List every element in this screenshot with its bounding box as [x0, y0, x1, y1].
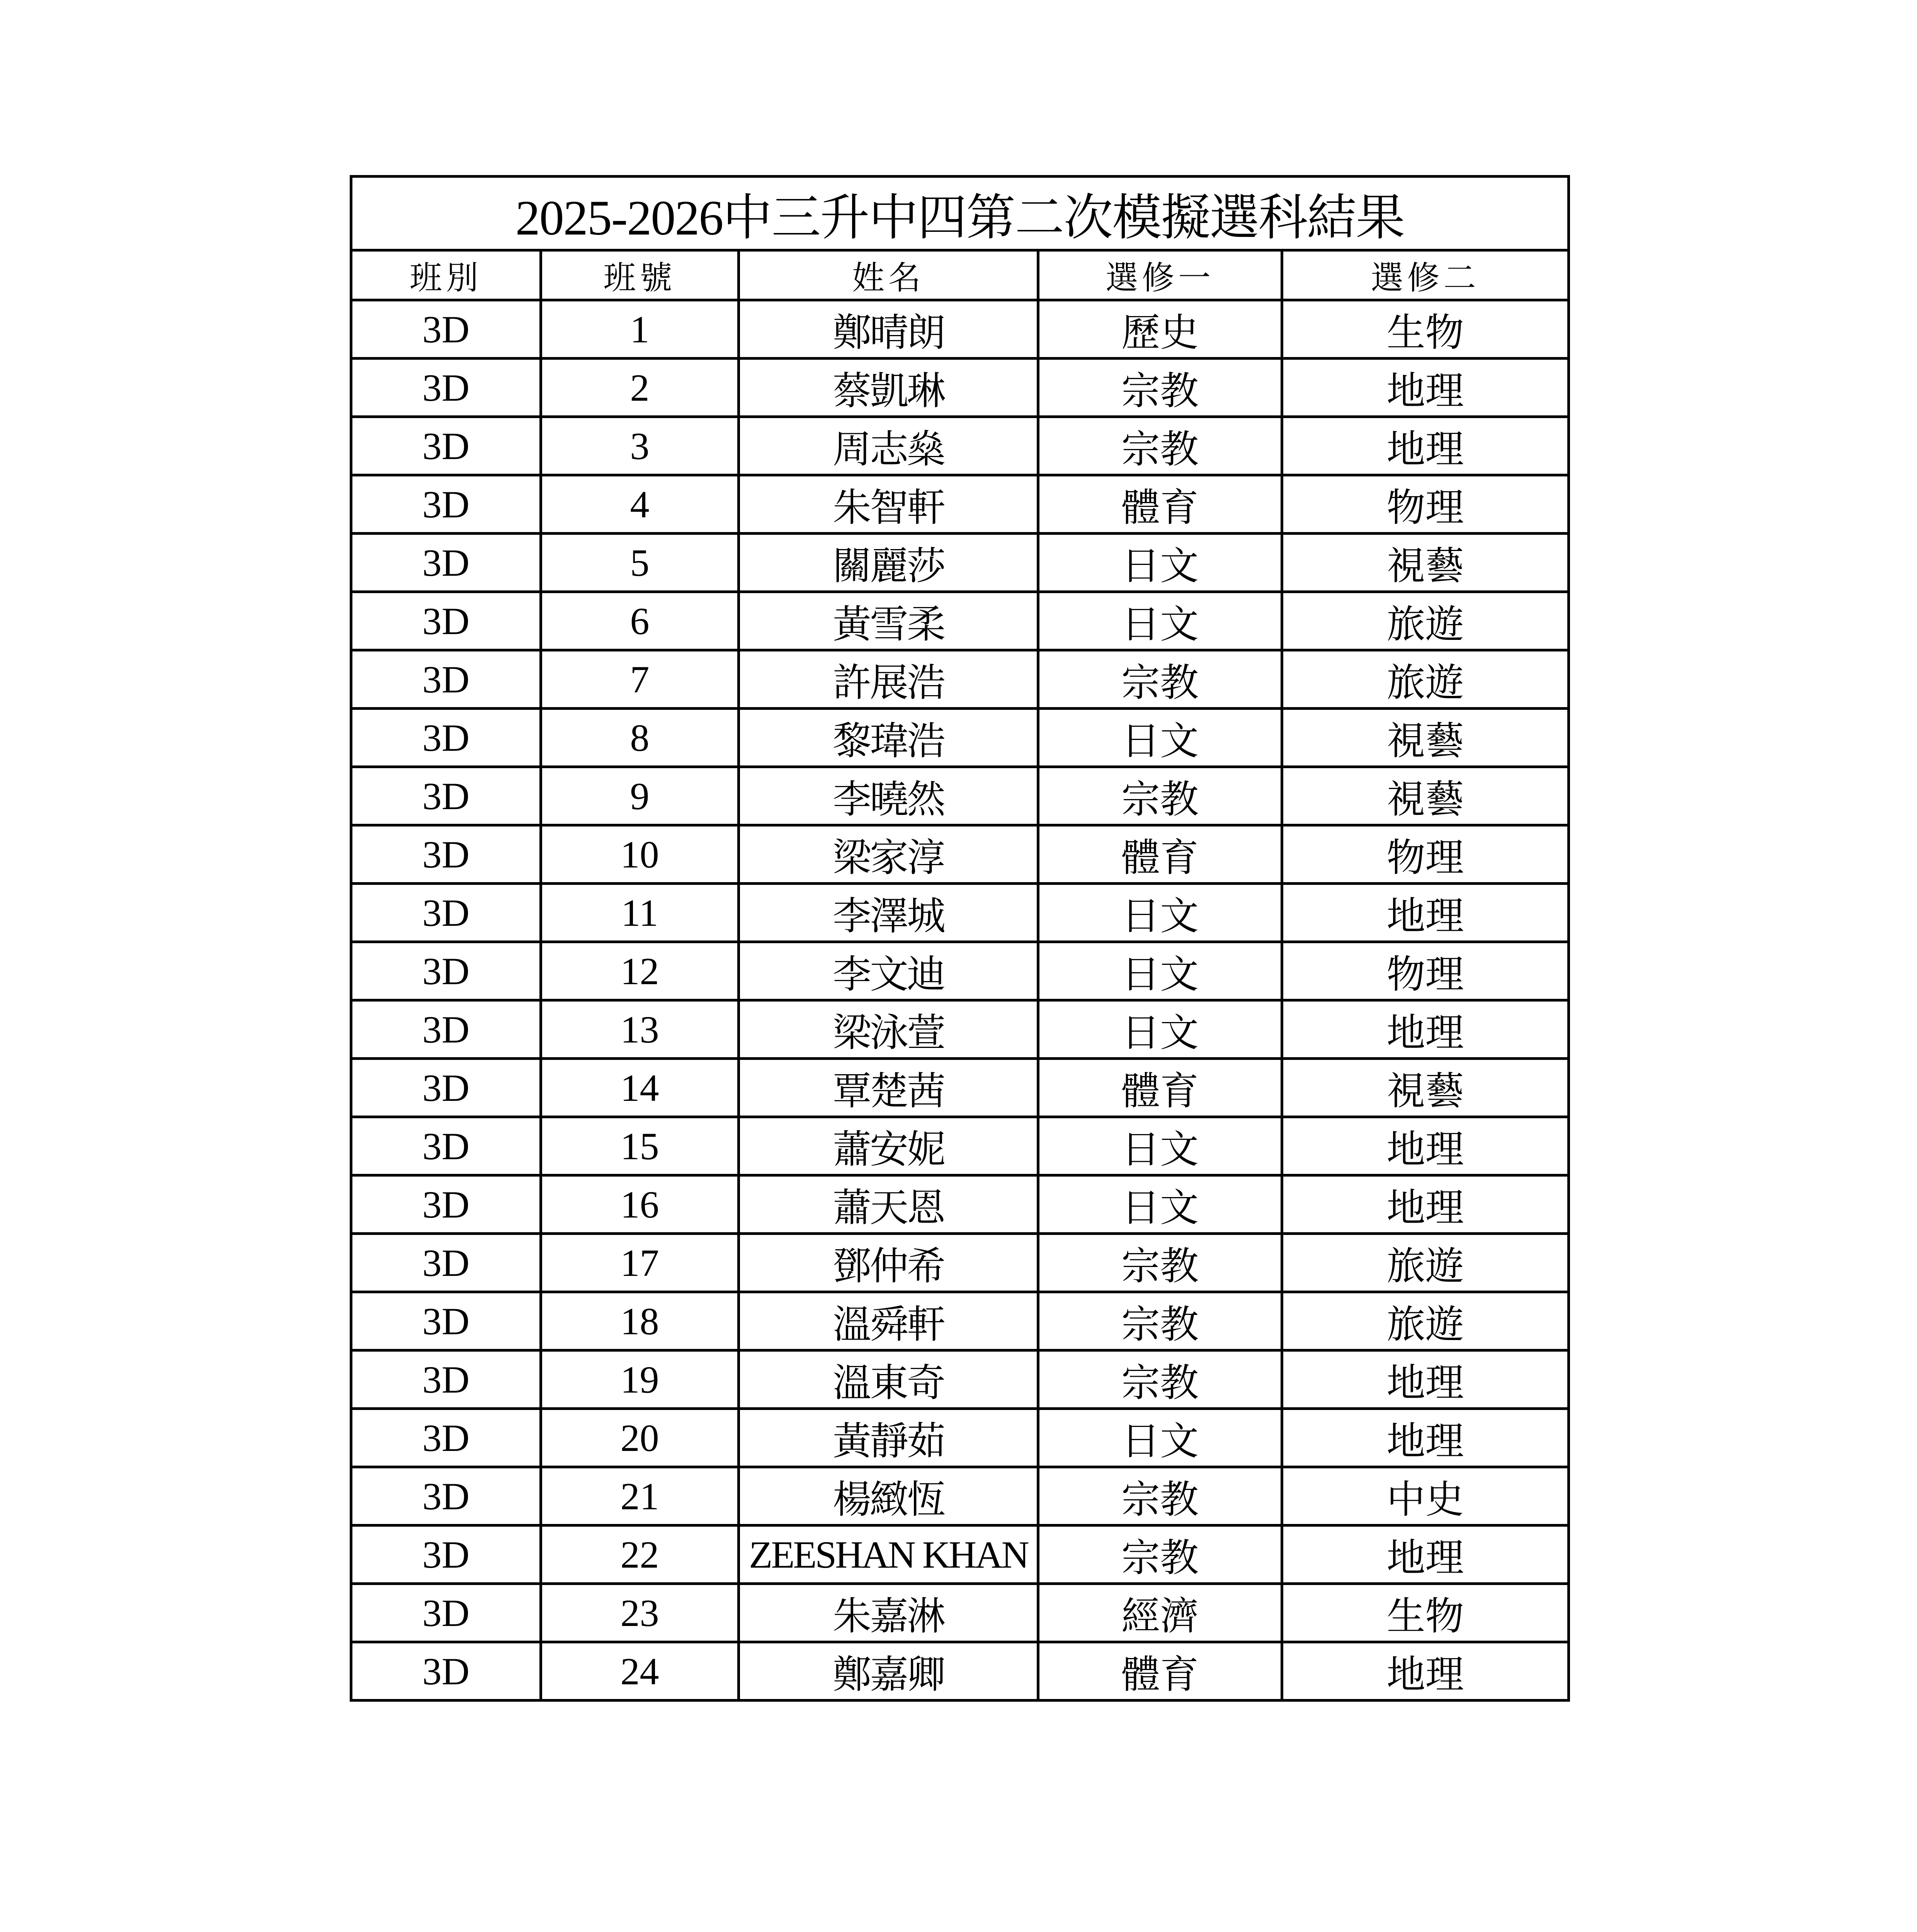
- name-cell: 蕭天恩: [739, 1175, 1038, 1234]
- class-cell: 3D: [351, 1584, 541, 1642]
- class-cell: 3D: [351, 1642, 541, 1701]
- elective-2-cell: 視藝: [1282, 1059, 1569, 1117]
- class-cell: 3D: [351, 884, 541, 942]
- class-number-cell: 10: [541, 825, 739, 884]
- elective-2-cell: 地理: [1282, 1000, 1569, 1059]
- column-header-elective-1: 選修一: [1038, 250, 1282, 300]
- class-number-cell: 7: [541, 650, 739, 709]
- table-row: [351, 300, 1569, 359]
- elective-2-cell: 旅遊: [1282, 1292, 1569, 1350]
- elective-2-cell: 旅遊: [1282, 650, 1569, 709]
- class-cell: 3D: [351, 1526, 541, 1584]
- elective-2-cell: 生物: [1282, 1584, 1569, 1642]
- table-row: [351, 709, 1569, 767]
- name-cell: 朱智軒: [739, 475, 1038, 534]
- table-row: [351, 1292, 1569, 1350]
- name-cell: 朱嘉淋: [739, 1584, 1038, 1642]
- elective-2-cell: 視藝: [1282, 767, 1569, 825]
- elective-2-cell: 物理: [1282, 475, 1569, 534]
- class-number-cell: 5: [541, 534, 739, 592]
- table-body: [351, 300, 1569, 1701]
- table-title: 2025-2026中三升中四第二次模擬選科結果: [351, 177, 1569, 250]
- class-number-cell: 6: [541, 592, 739, 650]
- elective-1-cell: 日文: [1038, 592, 1282, 650]
- name-cell: 梁泳萱: [739, 1000, 1038, 1059]
- name-cell: 蔡凱琳: [739, 359, 1038, 417]
- elective-1-cell: 宗教: [1038, 417, 1282, 475]
- elective-1-cell: 宗教: [1038, 650, 1282, 709]
- class-cell: 3D: [351, 1409, 541, 1467]
- name-cell: 鄭晴朗: [739, 300, 1038, 359]
- class-cell: 3D: [351, 942, 541, 1000]
- elective-2-cell: 地理: [1282, 1409, 1569, 1467]
- table-row: [351, 942, 1569, 1000]
- class-number-cell: 1: [541, 300, 739, 359]
- title-row: [351, 177, 1569, 250]
- name-cell: 楊緻恆: [739, 1467, 1038, 1526]
- name-cell: 周志燊: [739, 417, 1038, 475]
- elective-1-cell: 宗教: [1038, 1526, 1282, 1584]
- name-cell: 黃雪柔: [739, 592, 1038, 650]
- elective-2-cell: 地理: [1282, 1350, 1569, 1409]
- elective-1-cell: 經濟: [1038, 1584, 1282, 1642]
- elective-1-cell: 體育: [1038, 475, 1282, 534]
- name-cell: 鄭嘉卿: [739, 1642, 1038, 1701]
- table-row: [351, 1117, 1569, 1175]
- class-number-cell: 23: [541, 1584, 739, 1642]
- table-row: [351, 1000, 1569, 1059]
- elective-1-cell: 宗教: [1038, 1467, 1282, 1526]
- elective-1-cell: 體育: [1038, 825, 1282, 884]
- class-number-cell: 2: [541, 359, 739, 417]
- class-cell: 3D: [351, 359, 541, 417]
- elective-1-cell: 體育: [1038, 1642, 1282, 1701]
- column-header-name: 姓名: [739, 250, 1038, 300]
- class-number-cell: 13: [541, 1000, 739, 1059]
- class-cell: 3D: [351, 1059, 541, 1117]
- name-cell: 覃楚茜: [739, 1059, 1038, 1117]
- name-cell: 許展浩: [739, 650, 1038, 709]
- elective-2-cell: 物理: [1282, 825, 1569, 884]
- elective-1-cell: 日文: [1038, 709, 1282, 767]
- name-cell: 李澤城: [739, 884, 1038, 942]
- elective-1-cell: 宗教: [1038, 1350, 1282, 1409]
- column-header-elective-2: 選修二: [1282, 250, 1569, 300]
- class-number-cell: 20: [541, 1409, 739, 1467]
- class-number-cell: 3: [541, 417, 739, 475]
- name-cell: 李曉然: [739, 767, 1038, 825]
- class-number-cell: 19: [541, 1350, 739, 1409]
- name-cell: 鄧仲希: [739, 1234, 1038, 1292]
- class-number-cell: 12: [541, 942, 739, 1000]
- table-row: [351, 475, 1569, 534]
- table-row: [351, 825, 1569, 884]
- class-number-cell: 16: [541, 1175, 739, 1234]
- class-number-cell: 11: [541, 884, 739, 942]
- column-header-class-number: 班號: [541, 250, 739, 300]
- class-number-cell: 14: [541, 1059, 739, 1117]
- table-row: [351, 1526, 1569, 1584]
- elective-1-cell: 日文: [1038, 1000, 1282, 1059]
- class-cell: 3D: [351, 767, 541, 825]
- elective-2-cell: 地理: [1282, 884, 1569, 942]
- elective-2-cell: 生物: [1282, 300, 1569, 359]
- class-number-cell: 22: [541, 1526, 739, 1584]
- class-number-cell: 21: [541, 1467, 739, 1526]
- class-cell: 3D: [351, 534, 541, 592]
- table-row: [351, 884, 1569, 942]
- table-row: [351, 417, 1569, 475]
- name-cell: 梁家淳: [739, 825, 1038, 884]
- class-cell: 3D: [351, 1117, 541, 1175]
- elective-1-cell: 宗教: [1038, 359, 1282, 417]
- name-cell: ZEESHAN KHAN: [739, 1526, 1038, 1584]
- table-row: [351, 1234, 1569, 1292]
- elective-1-cell: 日文: [1038, 1175, 1282, 1234]
- elective-1-cell: 日文: [1038, 942, 1282, 1000]
- class-cell: 3D: [351, 1467, 541, 1526]
- elective-2-cell: 地理: [1282, 1526, 1569, 1584]
- class-number-cell: 24: [541, 1642, 739, 1701]
- table-row: [351, 1467, 1569, 1526]
- elective-2-cell: 地理: [1282, 359, 1569, 417]
- class-cell: 3D: [351, 1000, 541, 1059]
- class-cell: 3D: [351, 650, 541, 709]
- name-cell: 關麗莎: [739, 534, 1038, 592]
- name-cell: 蕭安妮: [739, 1117, 1038, 1175]
- class-number-cell: 4: [541, 475, 739, 534]
- table-row: [351, 1350, 1569, 1409]
- class-cell: 3D: [351, 709, 541, 767]
- name-cell: 黃靜茹: [739, 1409, 1038, 1467]
- elective-2-cell: 地理: [1282, 1642, 1569, 1701]
- class-cell: 3D: [351, 1175, 541, 1234]
- elective-2-cell: 地理: [1282, 1175, 1569, 1234]
- table-row: [351, 592, 1569, 650]
- elective-2-cell: 中史: [1282, 1467, 1569, 1526]
- elective-1-cell: 日文: [1038, 1409, 1282, 1467]
- class-cell: 3D: [351, 417, 541, 475]
- table-row: [351, 359, 1569, 417]
- class-number-cell: 8: [541, 709, 739, 767]
- header-row: [351, 250, 1569, 300]
- elective-2-cell: 地理: [1282, 1117, 1569, 1175]
- elective-2-cell: 物理: [1282, 942, 1569, 1000]
- class-cell: 3D: [351, 300, 541, 359]
- column-header-class: 班別: [351, 250, 541, 300]
- name-cell: 溫東奇: [739, 1350, 1038, 1409]
- class-cell: 3D: [351, 475, 541, 534]
- elective-1-cell: 宗教: [1038, 1292, 1282, 1350]
- elective-1-cell: 日文: [1038, 1117, 1282, 1175]
- elective-1-cell: 宗教: [1038, 1234, 1282, 1292]
- class-number-cell: 17: [541, 1234, 739, 1292]
- elective-2-cell: 旅遊: [1282, 592, 1569, 650]
- table-row: [351, 1584, 1569, 1642]
- table-row: [351, 1409, 1569, 1467]
- table-row: [351, 1059, 1569, 1117]
- class-cell: 3D: [351, 1292, 541, 1350]
- elective-1-cell: 體育: [1038, 1059, 1282, 1117]
- table-row: [351, 1175, 1569, 1234]
- name-cell: 黎瑋浩: [739, 709, 1038, 767]
- name-cell: 李文迪: [739, 942, 1038, 1000]
- class-cell: 3D: [351, 1234, 541, 1292]
- elective-2-cell: 地理: [1282, 417, 1569, 475]
- elective-1-cell: 日文: [1038, 884, 1282, 942]
- table-row: [351, 534, 1569, 592]
- class-number-cell: 18: [541, 1292, 739, 1350]
- elective-2-cell: 視藝: [1282, 709, 1569, 767]
- elective-1-cell: 歷史: [1038, 300, 1282, 359]
- name-cell: 溫舜軒: [739, 1292, 1038, 1350]
- elective-2-cell: 旅遊: [1282, 1234, 1569, 1292]
- table-row: [351, 1642, 1569, 1701]
- class-cell: 3D: [351, 592, 541, 650]
- table-row: [351, 650, 1569, 709]
- class-number-cell: 15: [541, 1117, 739, 1175]
- results-table: [350, 175, 1570, 1702]
- class-cell: 3D: [351, 1350, 541, 1409]
- table-row: [351, 767, 1569, 825]
- elective-1-cell: 宗教: [1038, 767, 1282, 825]
- class-number-cell: 9: [541, 767, 739, 825]
- results-sheet: [350, 175, 1567, 1702]
- elective-2-cell: 視藝: [1282, 534, 1569, 592]
- elective-1-cell: 日文: [1038, 534, 1282, 592]
- class-cell: 3D: [351, 825, 541, 884]
